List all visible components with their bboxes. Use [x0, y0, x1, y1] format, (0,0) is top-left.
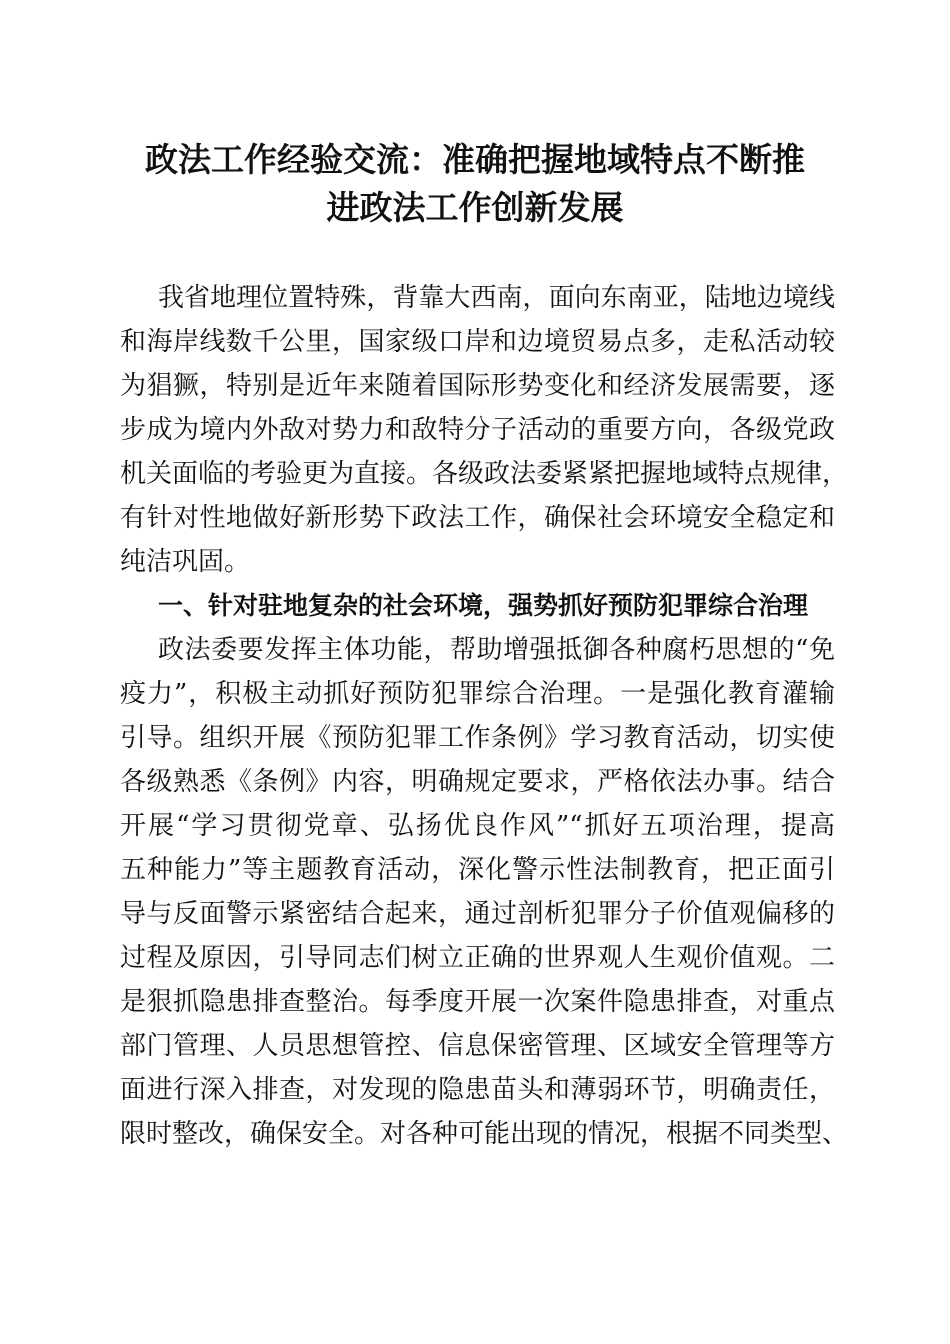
text-line: 限时整改，确保安全。对各种可能出现的情况，根据不同类型、 [120, 1119, 849, 1149]
text-line: 为猖獗，特别是近年来随着国际形势变化和经济发展需要，逐 [120, 371, 835, 401]
text-line: 引导。组织开展《预防犯罪工作条例》学习教育活动，切实使 [120, 723, 835, 753]
paragraph-intro [120, 276, 849, 584]
text-line: 各级熟悉《条例》内容，明确规定要求，严格依法办事。结合 [120, 767, 835, 797]
section-heading: 一、针对驻地复杂的社会环境，强势抓好预防犯罪综合治理 [158, 591, 809, 620]
document-body [120, 276, 849, 1156]
text-line: 纯洁巩固。 [120, 547, 251, 577]
text-line: 面进行深入排查，对发现的隐患苗头和薄弱环节，明确责任， [120, 1075, 835, 1105]
text-line: 疫力”，积极主动抓好预防犯罪综合治理。一是强化教育灌输 [120, 679, 835, 709]
text-line: 和海岸线数千公里，国家级口岸和边境贸易点多，走私活动较 [120, 327, 835, 357]
text-line: 有针对性地做好新形势下政法工作，确保社会环境安全稳定和 [120, 503, 835, 533]
text-line: 过程及原因，引导同志们树立正确的世界观人生观价值观。二 [120, 943, 835, 973]
text-line: 政法委要发挥主体功能，帮助增强抵御各种腐朽思想的“免 [158, 635, 835, 665]
text-line: 开展“学习贯彻党章、弘扬优良作风”“抓好五项治理，提高 [120, 811, 835, 841]
paragraph-section1 [120, 628, 849, 1156]
text-line: 是狠抓隐患排查整治。每季度开展一次案件隐患排查，对重点 [120, 987, 835, 1017]
document-title [110, 136, 840, 232]
text-line: 五种能力”等主题教育活动，深化警示性法制教育，把正面引 [120, 855, 835, 885]
text-line: 我省地理位置特殊，背靠大西南，面向东南亚，陆地边境线 [158, 283, 835, 313]
title-line: 进政法工作创新发展 [326, 188, 624, 227]
text-line: 导与反面警示紧密结合起来，通过剖析犯罪分子价值观偏移的 [120, 899, 835, 929]
text-line: 部门管理、人员思想管控、信息保密管理、区域安全管理等方 [120, 1031, 835, 1061]
text-line: 机关面临的考验更为直接。各级政法委紧紧把握地域特点规律， [120, 459, 849, 489]
title-line: 政法工作经验交流：准确把握地域特点不断推 [145, 140, 805, 179]
text-line: 步成为境内外敌对势力和敌特分子活动的重要方向，各级党政 [120, 415, 835, 445]
